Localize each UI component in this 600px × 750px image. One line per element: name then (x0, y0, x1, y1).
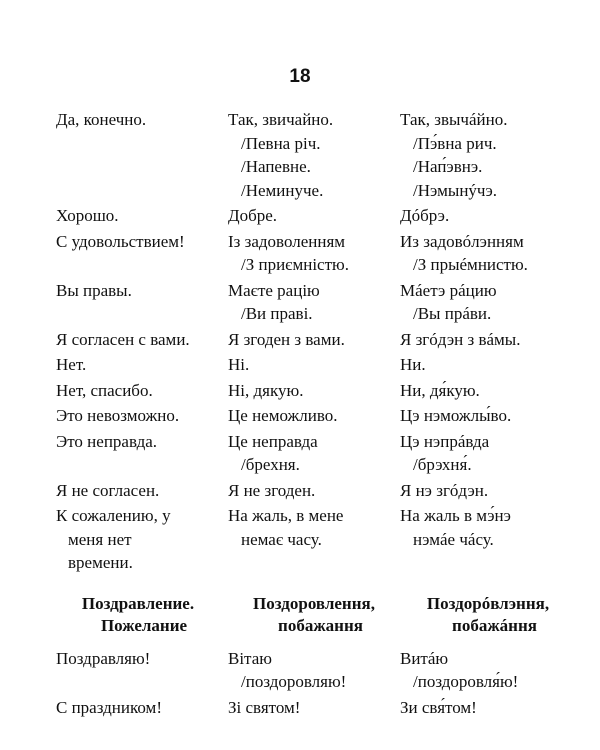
transliteration-text-line: нэмáе чáсу. (413, 529, 494, 549)
transliteration-text-line: Мáетэ рáцию (400, 280, 497, 300)
ukrainian-cell (228, 204, 400, 228)
ukrainian-text-line: Я не згоден. (228, 480, 316, 500)
ukrainian-text-line: Із задоволенням (228, 231, 346, 251)
ukrainian-cell (228, 379, 400, 403)
russian-cell (56, 353, 228, 377)
transliteration-text-line: Так, звычáйно. (400, 110, 508, 129)
phrase-row (56, 230, 576, 277)
transliteration-text-line: побажáння (452, 615, 537, 635)
ukrainian-text-line: Ні. (228, 355, 250, 374)
ukrainian-cell (228, 404, 400, 428)
transliteration-text-line: /Нап́эвнэ. (413, 157, 483, 176)
transliteration-cell (400, 353, 576, 377)
ukrainian-text-line: /Певна річ. (241, 133, 321, 153)
russian-cell (54, 593, 222, 637)
transliteration-cell (400, 404, 576, 428)
ukrainian-text-line: /брехня. (241, 455, 300, 474)
ukrainian-text-line: Добре. (228, 206, 278, 225)
russian-text-line: меня нет (68, 529, 132, 549)
russian-text-line: Поздравление. (81, 593, 195, 613)
phrase-row (56, 696, 576, 720)
ukrainian-cell (228, 430, 400, 477)
phrase-row (56, 204, 576, 228)
phrase-row (56, 430, 576, 477)
ukrainian-text-line: Маєте рацію (228, 280, 320, 300)
russian-text-line: Нет, спасибо. (56, 380, 153, 400)
phrasebook-table (56, 108, 576, 721)
ukrainian-cell (228, 230, 400, 277)
ukrainian-text-line: немає часу. (241, 529, 322, 549)
transliteration-text-line: Ни, дя́кую. (400, 380, 480, 400)
page-number: 18 (289, 66, 311, 87)
russian-cell (56, 230, 228, 254)
ukrainian-cell (228, 279, 400, 326)
phrase-row (56, 647, 576, 694)
ukrainian-cell (228, 108, 400, 202)
russian-text-line: Нет. (56, 355, 87, 374)
russian-text-line: Я не согласен. (56, 480, 160, 500)
russian-text-line: К сожалению, у (56, 506, 171, 525)
transliteration-cell (400, 696, 576, 720)
ukrainian-cell (228, 353, 400, 377)
transliteration-text-line: Витáю (400, 648, 449, 668)
ukrainian-cell (228, 696, 400, 720)
transliteration-cell (400, 279, 576, 326)
russian-cell (56, 204, 228, 228)
russian-cell (56, 430, 228, 454)
transliteration-cell (400, 230, 576, 277)
transliteration-cell (400, 379, 576, 403)
russian-cell (56, 328, 228, 352)
transliteration-cell (400, 430, 576, 477)
russian-text-line: Хорошо. (56, 206, 119, 225)
transliteration-text-line: Ни. (400, 355, 426, 374)
transliteration-text-line: /Нэмынýчэ. (413, 180, 498, 200)
transliteration-cell (400, 647, 576, 694)
transliteration-cell (400, 108, 576, 202)
russian-text-line: Это невозможно. (56, 406, 180, 425)
transliteration-text-line: Цэ нэможлы́во. (400, 406, 512, 425)
transliteration-text-line: /Пэ́вна рич. (413, 133, 497, 153)
ukrainian-text-line: Вітаю (228, 648, 272, 668)
russian-cell (56, 108, 228, 132)
ukrainian-text-line: Ні, дякую. (228, 380, 304, 400)
ukrainian-text-line: побажання (278, 615, 363, 635)
ukrainian-cell (228, 479, 400, 503)
transliteration-text-line: На жаль в мэ́нэ (400, 506, 511, 525)
russian-text-line: С праздником! (56, 697, 162, 717)
transliteration-cell (400, 504, 576, 551)
ukrainian-text-line: Так, звичайно. (228, 110, 334, 129)
russian-cell (56, 647, 228, 671)
ukrainian-cell (228, 504, 400, 551)
transliteration-text-line: /брэхня́. (413, 455, 472, 474)
russian-cell (56, 479, 228, 503)
transliteration-cell (400, 593, 576, 637)
ukrainian-cell (228, 328, 400, 352)
ukrainian-text-line: Я згоден з вами. (228, 329, 345, 349)
ukrainian-text-line: /поздоровляю! (241, 672, 347, 691)
section-heading (56, 593, 576, 637)
phrase-row (56, 108, 576, 202)
transliteration-text-line: /З прыéмнистю. (413, 255, 528, 274)
russian-text-line: Вы правы. (56, 280, 132, 300)
transliteration-text-line: Дóбрэ. (400, 206, 450, 225)
transliteration-cell (400, 328, 576, 352)
ukrainian-text-line: /Неминуче. (241, 180, 324, 200)
ukrainian-text-line: Поздоровлення, (253, 593, 375, 613)
ukrainian-text-line: Це неправда (228, 431, 318, 451)
russian-cell (56, 379, 228, 403)
ukrainian-text-line: /З приємністю. (241, 255, 349, 274)
russian-text-line: Я согласен с вами. (56, 329, 190, 349)
transliteration-text-line: Из задовóлэнням (400, 231, 524, 251)
russian-text-line: С удовольствием! (56, 231, 185, 251)
ukrainian-text-line: /Напевне. (241, 157, 311, 176)
russian-text-line: Пожелание (100, 615, 188, 635)
ukrainian-cell (228, 593, 400, 637)
phrase-row (56, 379, 576, 403)
russian-cell (56, 696, 228, 720)
russian-text-line: Поздравляю! (56, 648, 151, 668)
phrase-row (56, 279, 576, 326)
ukrainian-text-line: Це неможливо. (228, 406, 338, 425)
transliteration-cell (400, 204, 576, 228)
russian-text-line: времени. (68, 553, 133, 572)
phrase-row (56, 353, 576, 377)
ukrainian-text-line: Зі святом! (228, 697, 301, 717)
russian-text-line: Это неправда. (56, 431, 158, 451)
ukrainian-text-line: /Ви праві. (241, 304, 313, 323)
transliteration-text-line: Поздорóвлэння, (426, 593, 550, 613)
phrase-row (56, 328, 576, 352)
russian-cell (56, 504, 228, 575)
transliteration-text-line: Я згóдэн з вáмы. (400, 329, 521, 349)
ukrainian-text-line: На жаль, в мене (228, 506, 344, 525)
transliteration-text-line: Зи свя́том! (400, 697, 477, 717)
russian-cell (56, 279, 228, 303)
phrase-row (56, 479, 576, 503)
phrase-row (56, 404, 576, 428)
transliteration-cell (400, 479, 576, 503)
transliteration-text-line: /поздоровля́ю! (413, 672, 519, 691)
russian-text-line: Да, конечно. (56, 110, 147, 129)
phrase-row (56, 504, 576, 575)
ukrainian-cell (228, 647, 400, 694)
transliteration-text-line: Я нэ згóдэн. (400, 480, 489, 500)
transliteration-text-line: Цэ нэпрáвда (400, 431, 490, 451)
russian-cell (56, 404, 228, 428)
transliteration-text-line: /Вы прáви. (413, 304, 492, 323)
